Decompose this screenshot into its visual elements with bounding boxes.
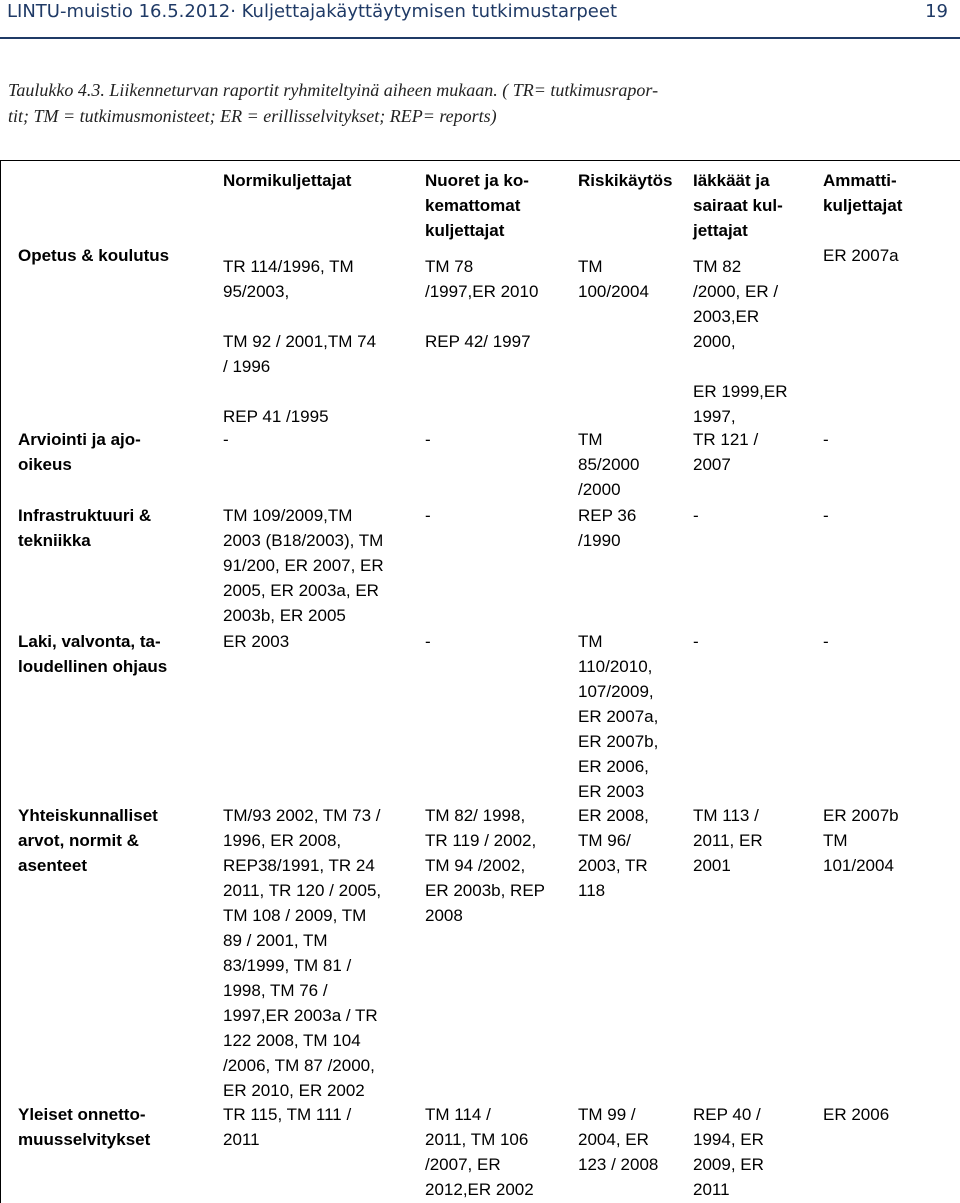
table-cell: - [823, 506, 829, 525]
table-cell: ER 2006 [823, 1105, 890, 1124]
table-cell: ER 2007a [823, 246, 899, 265]
table-cell: REP 36 /1990 [578, 506, 637, 550]
table-cell: TM/93 2002, TM 73 / 1996, ER 2008, REP38/1991, TR 24 2011, TR 120 / 2005, TM 108 / 2009, TM 89 / 2001, TM 83/1999, TM 81 / 1998, TM 76 / 1997,ER 2003a / TR 122 2008, TM 104 /2006, TM 87 /2000, ER 2010, ER 2002 [223, 806, 382, 1100]
table-cell: TM 78 /1997,ER 2010 REP 42/ 1997 [425, 257, 539, 351]
table-cell: - [823, 632, 829, 651]
table-cell: ER 2008, TM 96/ 2003, TR 118 [578, 806, 649, 900]
row-label-opetus: Opetus & koulutus [18, 246, 170, 265]
table-cell: TM 100/2004 [578, 257, 649, 301]
table-cell: - [425, 506, 431, 525]
table-cell: TR 115, TM 111 / 2011 [223, 1105, 352, 1149]
table-cell: TM 110/2010, 107/2009, ER 2007a, ER 2007b, ER 2006, ER 2003 [578, 632, 659, 801]
table-cell: TM 82/ 1998, TR 119 / 2002, TM 94 /2002, ER 2003b, REP 2008 [425, 806, 546, 925]
row-label-laki: Laki, valvonta, ta- loudellinen ohjaus [18, 632, 168, 676]
page-header [0, 0, 960, 44]
row-label-yleiset: Yleiset onnetto- muusselvitykset [18, 1105, 151, 1149]
column-header-nuoret: Nuoret ja ko- kemattomat kuljettajat [425, 171, 529, 240]
table-cell: REP 40 / 1994, ER 2009, ER 2011 [693, 1105, 764, 1199]
column-header-riskikaytos: Riskikäytös [578, 171, 673, 190]
row-label-infrastruktuuri: Infrastruktuuri & tekniikka [18, 506, 152, 550]
column-header-iakkaat: Iäkkäät ja sairaat kul- jettajat [693, 171, 783, 240]
table-cell: TM 99 / 2004, ER 123 / 2008 [578, 1105, 659, 1174]
column-header-normikuljettajat: Normikuljettajat [223, 171, 352, 190]
header-title: LINTU-muistio 16.5.2012· Kuljettajakäyttäytymisen tutkimustarpeet [7, 1, 618, 22]
table-cell: ER 2007b TM 101/2004 [823, 806, 899, 875]
table-cell: TM 109/2009,TM 2003 (B18/2003), TM 91/200, ER 2007, ER 2005, ER 2003a, ER 2003b, ER 2005 [223, 506, 384, 625]
caption-line-1: Taulukko 4.3. Liikenneturvan raportit ryhmiteltyinä aiheen mukaan. ( TR= tutkimusrapor- [8, 80, 659, 100]
table-cell: ER 2003 [223, 632, 290, 651]
table-cell: TM 113 / 2011, ER 2001 [693, 806, 763, 875]
table-cell: - [223, 430, 229, 449]
row-label-yhteiskunnalliset: Yhteiskunnalliset arvot, normit & asenteet [18, 806, 158, 875]
column-header-ammattikuljettajat: Ammatti- kuljettajat [823, 171, 903, 215]
table-cell: TM 82 /2000, ER / 2003,ER 2000, ER 1999,ER 1997, [693, 257, 788, 426]
table-cell: TR 114/1996, TM 95/2003, TM 92 / 2001,TM 74 / 1996 REP 41 /1995 [223, 257, 377, 426]
table-cell: TR 121 / 2007 [693, 430, 759, 474]
row-label-arviointi: Arviointi ja ajo- oikeus [18, 430, 141, 474]
table-cell: - [693, 506, 699, 525]
table-cell: - [425, 430, 431, 449]
page-number: 19 [925, 1, 948, 22]
report-table [0, 160, 960, 1203]
table-caption [8, 77, 948, 129]
table-cell: TM 85/2000 /2000 [578, 430, 640, 499]
caption-line-2: tit; TM = tutkimusmonisteet; ER = erillisselvitykset; REP= reports) [8, 106, 497, 126]
table-cell: - [823, 430, 829, 449]
table-cell: - [693, 632, 699, 651]
table-cell: - [425, 632, 431, 651]
table-cell: TM 114 / 2011, TM 106 /2007, ER 2012,ER 2002 [425, 1105, 534, 1199]
header-rule [0, 37, 960, 39]
